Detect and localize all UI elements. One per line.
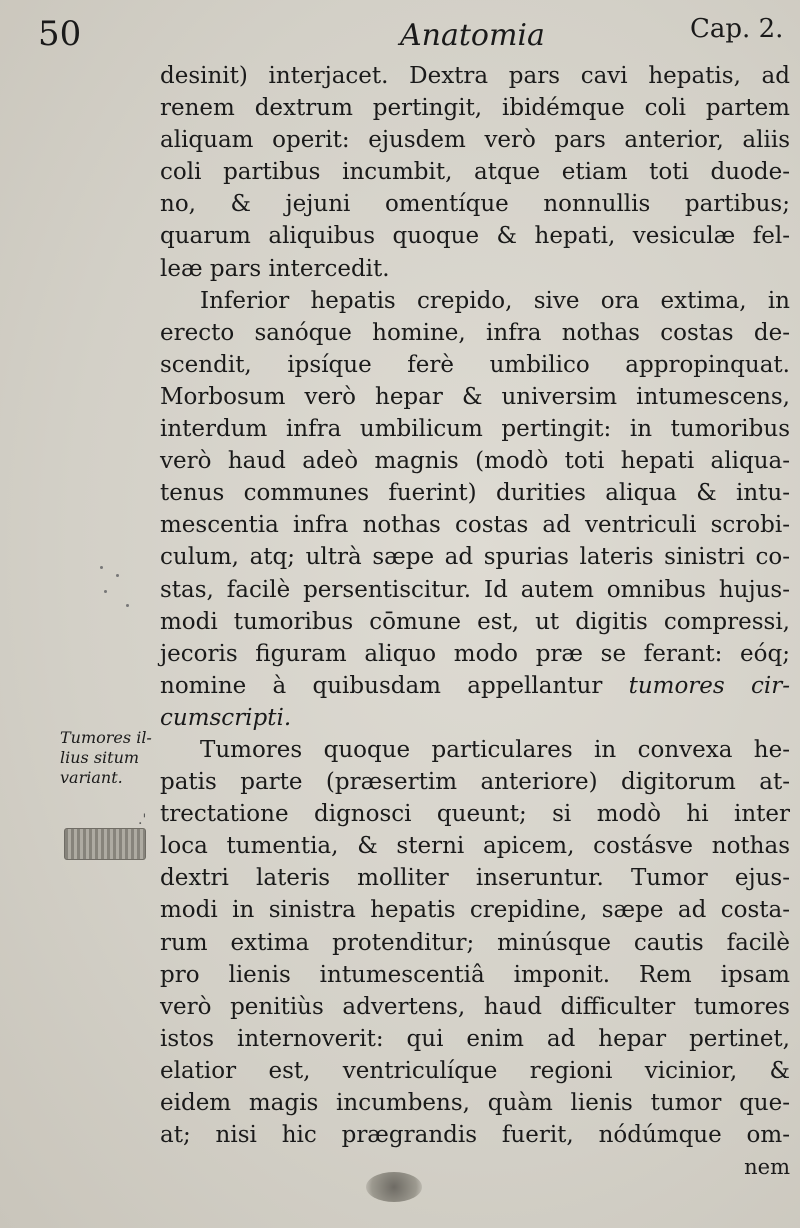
text-line: Inferior hepatis crepido, sive ora extima, in <box>200 287 790 314</box>
text-line: jecoris figuram aliquo modo præ se ferant: eóq; <box>160 640 790 667</box>
text-line: culum, atq; ultrà sæpe ad spurias lateris sinistri co- <box>160 544 790 571</box>
text-line: erecto sanóque homine, infra nothas costas de- <box>160 319 790 346</box>
text-line: quarum aliquibus quoque & hepati, vesiculæ fel- <box>160 223 790 250</box>
ink-blot <box>366 1172 422 1202</box>
text-line: patis parte (præsertim anteriore) digitorum at- <box>160 769 790 796</box>
text-line: loca tumentia, & sterni apicem, costásve nothas <box>160 833 790 860</box>
text-line: renem dextrum pertingit, ibidémque coli partem <box>160 95 790 122</box>
text-line: aliquam operit: ejusdem verò pars anterior, aliis <box>160 127 790 154</box>
text-line: interdum infra umbilicum pertingit: in tumoribus <box>160 416 790 443</box>
margin-note-line: Tumores il- <box>60 728 152 747</box>
text-line: nomine à quibusdam appellantur tumores cir- <box>160 672 790 699</box>
text-line: cumscripti. <box>160 704 292 731</box>
text-line: scendit, ipsíque ferè umbilico appropinquat. <box>160 351 790 378</box>
text-line: verò penitiùs advertens, haud difficulter tumores <box>160 993 790 1020</box>
text-line: verò haud adeò magnis (modò toti hepati aliqua- <box>160 448 790 475</box>
text-line: stas, facilè persentiscitur. Id autem omnibus hujus- <box>160 576 790 603</box>
text-line: trectatione dignosci queunt; si modò hi inter <box>160 801 790 828</box>
text-line: desinit) interjacet. Dextra pars cavi hepatis, ad <box>160 63 790 89</box>
text-line: rum extima protenditur; minúsque cautis facilè <box>160 929 790 956</box>
text-line: modi tumoribus cōmune est, ut digitis compressi, <box>160 608 790 635</box>
text-line: modi in sinistra hepatis crepidine, sæpe ad costa- <box>160 897 790 924</box>
text-line: eidem magis incumbens, quàm lienis tumor que- <box>160 1090 790 1116</box>
text-line: elatior est, ventriculíque regioni vicinior, & <box>160 1057 790 1084</box>
text-line: pro lienis intumescentiâ imponit. Rem ipsam <box>160 961 790 988</box>
text-line: no, & jejuni omentíque nonnullis partibus; <box>160 191 790 218</box>
text-line: Morbosum verò hepar & universim intumescens, <box>160 383 790 410</box>
paper-specks <box>96 560 146 620</box>
margin-note <box>60 728 156 788</box>
stamp-mark: .ꞌ <box>138 812 147 828</box>
margin-note-line: lius situm <box>60 748 140 767</box>
chapter-label: Cap. 2. <box>690 14 784 44</box>
text-line: mescentia infra nothas costas ad ventriculi scrobi- <box>160 512 790 539</box>
library-stamp <box>64 828 146 860</box>
page-number: 50 <box>38 14 82 54</box>
text-line: tenus communes fuerint) durities aliqua & intu- <box>160 480 790 507</box>
text-line: istos internoverit: qui enim ad hepar pertinet, <box>160 1025 790 1052</box>
running-title: Anatomia <box>400 18 545 53</box>
body-text <box>160 60 790 1183</box>
text-line: Tumores quoque particulares in convexa he- <box>200 736 790 763</box>
text-line: dextri lateris molliter inseruntur. Tumor ejus- <box>160 865 790 892</box>
text-line: at; nisi hic prægrandis fuerit, nódúmque om- <box>160 1122 790 1149</box>
text-line: leæ pars intercedit. <box>160 255 390 282</box>
text-line: coli partibus incumbit, atque etiam toti duode- <box>160 159 790 186</box>
catchword: nem <box>744 1155 790 1180</box>
margin-note-line: variant. <box>60 768 123 787</box>
page-header <box>0 14 800 58</box>
